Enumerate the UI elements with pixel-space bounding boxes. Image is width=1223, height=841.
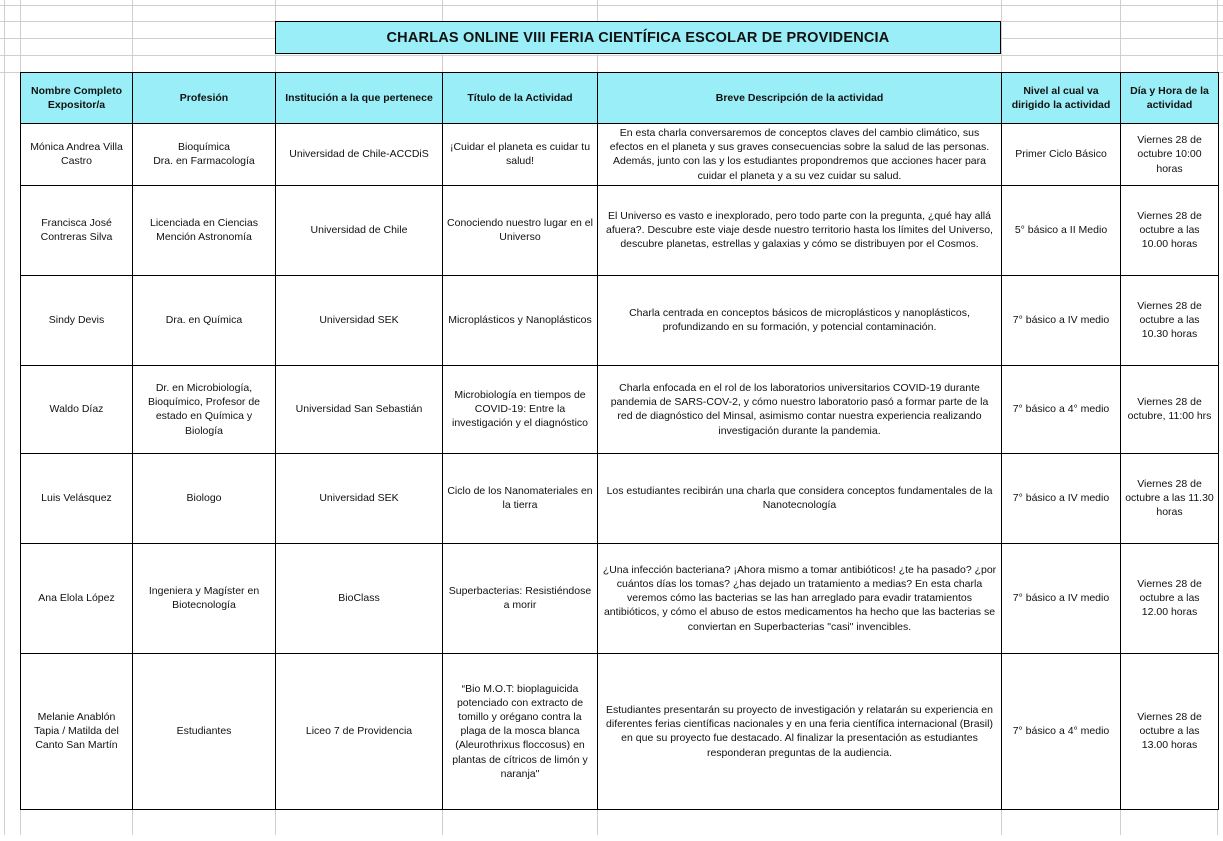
cell-name[interactable]: Ana Elola López <box>21 543 133 653</box>
cell-datetime[interactable]: Viernes 28 de octubre a las 10.30 horas <box>1121 275 1219 365</box>
cell-datetime[interactable]: Viernes 28 de octubre a las 11.30 horas <box>1121 453 1219 543</box>
cell-datetime[interactable]: Viernes 28 de octubre, 11:00 hrs <box>1121 365 1219 453</box>
cell-institution[interactable]: BioClass <box>276 543 443 653</box>
table-row <box>21 653 1219 809</box>
table-row <box>21 185 1219 275</box>
cell-name[interactable]: Mónica Andrea Villa Castro <box>21 124 133 186</box>
grid-line <box>4 0 5 835</box>
cell-activity-title[interactable]: Ciclo de los Nanomateriales en la tierra <box>443 453 598 543</box>
cell-institution[interactable]: Universidad de Chile <box>276 185 443 275</box>
cell-institution[interactable]: Liceo 7 de Providencia <box>276 653 443 809</box>
cell-description[interactable]: Charla enfocada en el rol de los laboratorios universitarios COVID-19 durante pandemia de SARS-COV-2, y cómo nuestro laboratorio pasó a formar parte de la red de diagnóstico del Minsal, asimismo contar nuestra experiencia realizando investigación durante la pandemia. <box>598 365 1002 453</box>
cell-institution[interactable]: Universidad de Chile-ACCDiS <box>276 124 443 186</box>
cell-activity-title[interactable]: Microbiología en tiempos de COVID-19: Entre la investigación y el diagnóstico <box>443 365 598 453</box>
cell-level[interactable]: 7° básico a 4° medio <box>1002 365 1121 453</box>
cell-activity-title[interactable]: Superbacterias: Resistiéndose a morir <box>443 543 598 653</box>
cell-name[interactable]: Melanie Anablón Tapia / Matilda del Canto San Martín <box>21 653 133 809</box>
cell-profession[interactable]: Bioquímica Dra. en Farmacología <box>133 124 276 186</box>
activities-table <box>20 72 1219 810</box>
cell-activity-title[interactable]: Microplásticos y Nanoplásticos <box>443 275 598 365</box>
cell-level[interactable]: 7° básico a IV medio <box>1002 453 1121 543</box>
header-datetime[interactable]: Día y Hora de la actividad <box>1121 73 1219 124</box>
cell-datetime[interactable]: Viernes 28 de octubre 10:00 horas <box>1121 124 1219 186</box>
header-row <box>21 73 1219 124</box>
cell-profession[interactable]: Ingeniera y Magíster en Biotecnología <box>133 543 276 653</box>
table-row <box>21 543 1219 653</box>
cell-profession[interactable]: Dra. en Química <box>133 275 276 365</box>
cell-description[interactable]: Los estudiantes recibirán una charla que considera conceptos fundamentales de la Nanotecnología <box>598 453 1002 543</box>
grid-line <box>0 55 1223 56</box>
cell-description[interactable]: El Universo es vasto e inexplorado, pero todo parte con la pregunta, ¿qué hay allá afuera?. Descubre este viaje desde nuestro territorio hasta los límites del Universo, descubre planetas, estrellas y galaxias y cómo se distribuyen por el Cosmos. <box>598 185 1002 275</box>
header-name[interactable]: Nombre Completo Expositor/a <box>21 73 133 124</box>
sheet-title[interactable]: CHARLAS ONLINE VIII FERIA CIENTÍFICA ESCOLAR DE PROVIDENCIA <box>275 21 1001 54</box>
cell-datetime[interactable]: Viernes 28 de octubre a las 13.00 horas <box>1121 653 1219 809</box>
cell-description[interactable]: ¿Una infección bacteriana? ¡Ahora mismo a tomar antibióticos! ¿te ha pasado? ¿por cuántos días los tomas? ¿has dejado un tratamiento a medias? En esta charla veremos cómo las bacterias se las han arreglado para evadir tratamientos antibióticos, y cómo el abuso de estos medicamentos ha hecho que las bacterias se conviertan en Superbacterias "casi" invencibles. <box>598 543 1002 653</box>
cell-description[interactable]: En esta charla conversaremos de conceptos claves del cambio climático, sus efectos en el planeta y sus graves consecuencias sobre la salud de las personas. Además, junto con las y los estudiantes propondremos que acciones hacer para cuidar el planeta y a su vez cuidar su salud. <box>598 124 1002 186</box>
cell-institution[interactable]: Universidad San Sebastián <box>276 365 443 453</box>
cell-name[interactable]: Sindy Devis <box>21 275 133 365</box>
cell-datetime[interactable]: Viernes 28 de octubre a las 10.00 horas <box>1121 185 1219 275</box>
cell-level[interactable]: 7° básico a 4° medio <box>1002 653 1121 809</box>
cell-description[interactable]: Charla centrada en conceptos básicos de microplásticos y nanoplásticos, profundizando en su formación, y potencial contaminación. <box>598 275 1002 365</box>
header-institution[interactable]: Institución a la que pertenece <box>276 73 443 124</box>
cell-datetime[interactable]: Viernes 28 de octubre a las 12.00 horas <box>1121 543 1219 653</box>
cell-profession[interactable]: Biologo <box>133 453 276 543</box>
grid-line <box>0 5 1223 6</box>
table-row <box>21 124 1219 186</box>
cell-activity-title[interactable]: Conociendo nuestro lugar en el Universo <box>443 185 598 275</box>
cell-profession[interactable]: Dr. en Microbiología, Bioquímico, Profesor de estado en Química y Biología <box>133 365 276 453</box>
header-level[interactable]: Nivel al cual va dirigido la actividad <box>1002 73 1121 124</box>
header-description[interactable]: Breve Descripción de la actividad <box>598 73 1002 124</box>
cell-profession[interactable]: Estudiantes <box>133 653 276 809</box>
cell-level[interactable]: Primer Ciclo Básico <box>1002 124 1121 186</box>
cell-description[interactable]: Estudiantes presentarán su proyecto de investigación y relatarán su experiencia en diferentes ferias científicas nacionales y en una feria científica internacional (Brasil) en que su proyecto fue destacado. Al finalizar la presentación as estudiantes responderan preguntas de la audiencia. <box>598 653 1002 809</box>
cell-profession[interactable]: Licenciada en Ciencias Mención Astronomía <box>133 185 276 275</box>
cell-level[interactable]: 5° básico a II Medio <box>1002 185 1121 275</box>
table-row <box>21 365 1219 453</box>
cell-level[interactable]: 7° básico a IV medio <box>1002 543 1121 653</box>
cell-institution[interactable]: Universidad SEK <box>276 453 443 543</box>
header-activity-title[interactable]: Título de la Actividad <box>443 73 598 124</box>
cell-activity-title[interactable]: “Bio M.O.T: bioplaguicida potenciado con extracto de tomillo y orégano contra la plaga de la mosca blanca (Aleurothrixus floccosus) en plantas de cítricos de limón y naranja" <box>443 653 598 809</box>
table-row <box>21 453 1219 543</box>
cell-name[interactable]: Luis Velásquez <box>21 453 133 543</box>
cell-name[interactable]: Waldo Díaz <box>21 365 133 453</box>
cell-level[interactable]: 7° básico a IV medio <box>1002 275 1121 365</box>
cell-activity-title[interactable]: ¡Cuidar el planeta es cuidar tu salud! <box>443 124 598 186</box>
header-profession[interactable]: Profesión <box>133 73 276 124</box>
table-row <box>21 275 1219 365</box>
cell-name[interactable]: Francisca José Contreras Silva <box>21 185 133 275</box>
cell-institution[interactable]: Universidad SEK <box>276 275 443 365</box>
